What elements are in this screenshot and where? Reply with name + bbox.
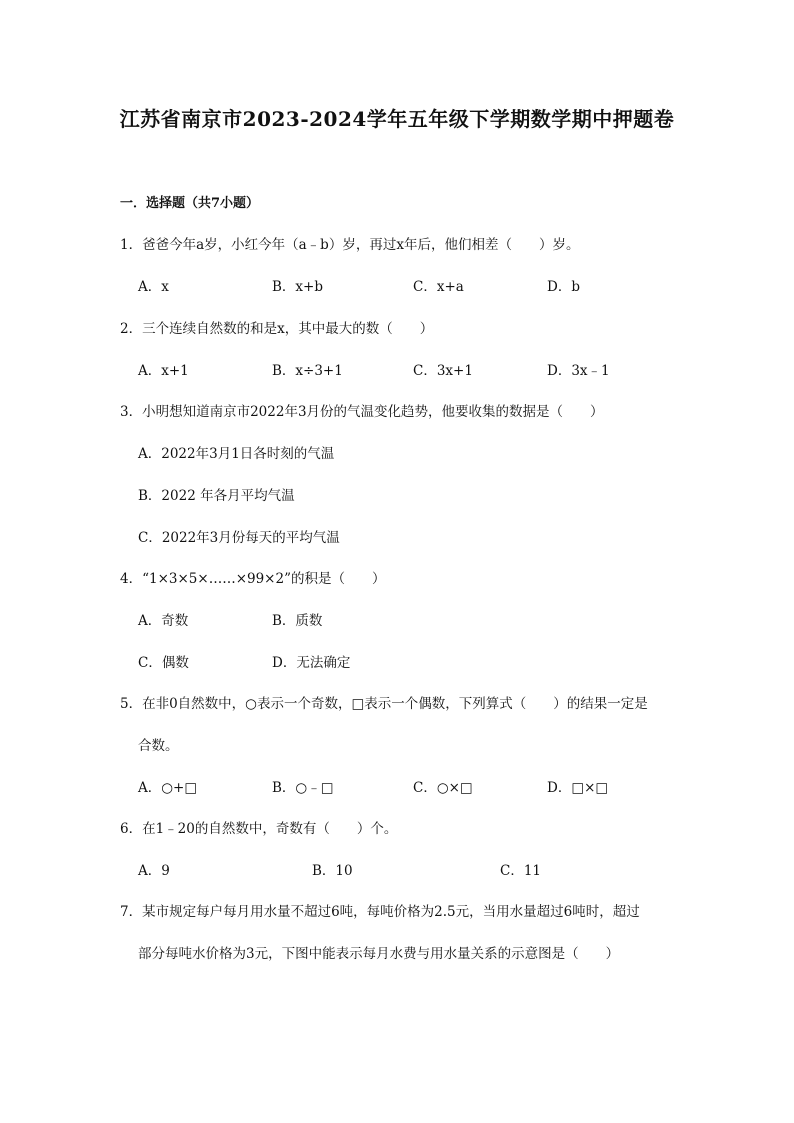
question-6-option-b: B．10	[312, 863, 353, 879]
question-4-option-a: A．奇数	[138, 613, 189, 629]
section-heading: 一．选择题（共7小题）	[120, 196, 260, 211]
question-5-option-d: D．□×□	[547, 780, 609, 796]
question-5-option-b: B．○﹣□	[272, 780, 334, 796]
question-3-option-c: C．2022年3月份每天的平均气温	[138, 530, 340, 546]
question-4-option-d: D．无法确定	[272, 655, 351, 671]
exam-title: 江苏省南京市2023-2024学年五年级下学期数学期中押题卷	[119, 107, 675, 131]
question-1-option-c: C．x+a	[413, 279, 464, 295]
question-6-option-c: C．11	[500, 863, 542, 879]
question-3-option-b: B．2022 年各月平均气温	[138, 488, 295, 504]
question-3-stem: 3．小明想知道南京市2022年3月份的气温变化趋势，他要收集的数据是（ ）	[120, 404, 604, 420]
question-5-option-c: C．○×□	[413, 780, 473, 796]
question-1-option-b: B．x+b	[272, 279, 323, 295]
question-5-option-a: A．○+□	[138, 780, 198, 796]
question-2-option-c: C．3x+1	[413, 363, 473, 379]
question-1-option-a: A．x	[138, 279, 169, 295]
question-2-option-b: B．x÷3+1	[272, 363, 343, 379]
question-2-option-a: A．x+1	[138, 363, 189, 379]
question-6-option-a: A．9	[138, 863, 170, 879]
question-1-option-d: D．b	[547, 279, 580, 295]
question-5-stem: 5．在非0自然数中，○表示一个奇数，□表示一个偶数，下列算式（ ）的结果一定是	[120, 696, 648, 712]
question-4-stem: 4．“1×3×5×……×99×2”的积是（ ）	[120, 571, 386, 587]
question-7-stem: 7．某市规定每户每月用水量不超过6吨，每吨价格为2.5元，当用水量超过6吨时，超过	[120, 904, 640, 920]
question-3-option-a: A．2022年3月1日各时刻的气温	[138, 446, 335, 462]
question-7-stem-continued: 部分每吨水价格为3元，下图中能表示每月水费与用水量关系的示意图是（ ）	[138, 946, 620, 962]
question-4-option-c: C．偶数	[138, 655, 189, 671]
question-2-stem: 2．三个连续自然数的和是x，其中最大的数（ ）	[120, 321, 434, 337]
question-4-option-b: B．质数	[272, 613, 323, 629]
question-2-option-d: D．3x﹣1	[547, 363, 610, 379]
question-5-stem-continued: 合数。	[138, 738, 179, 754]
question-6-stem: 6．在1﹣20的自然数中，奇数有（ ）个。	[120, 821, 398, 837]
question-1-stem: 1．爸爸今年a岁，小红今年（a﹣b）岁，再过x年后，他们相差（ ）岁。	[120, 237, 580, 253]
